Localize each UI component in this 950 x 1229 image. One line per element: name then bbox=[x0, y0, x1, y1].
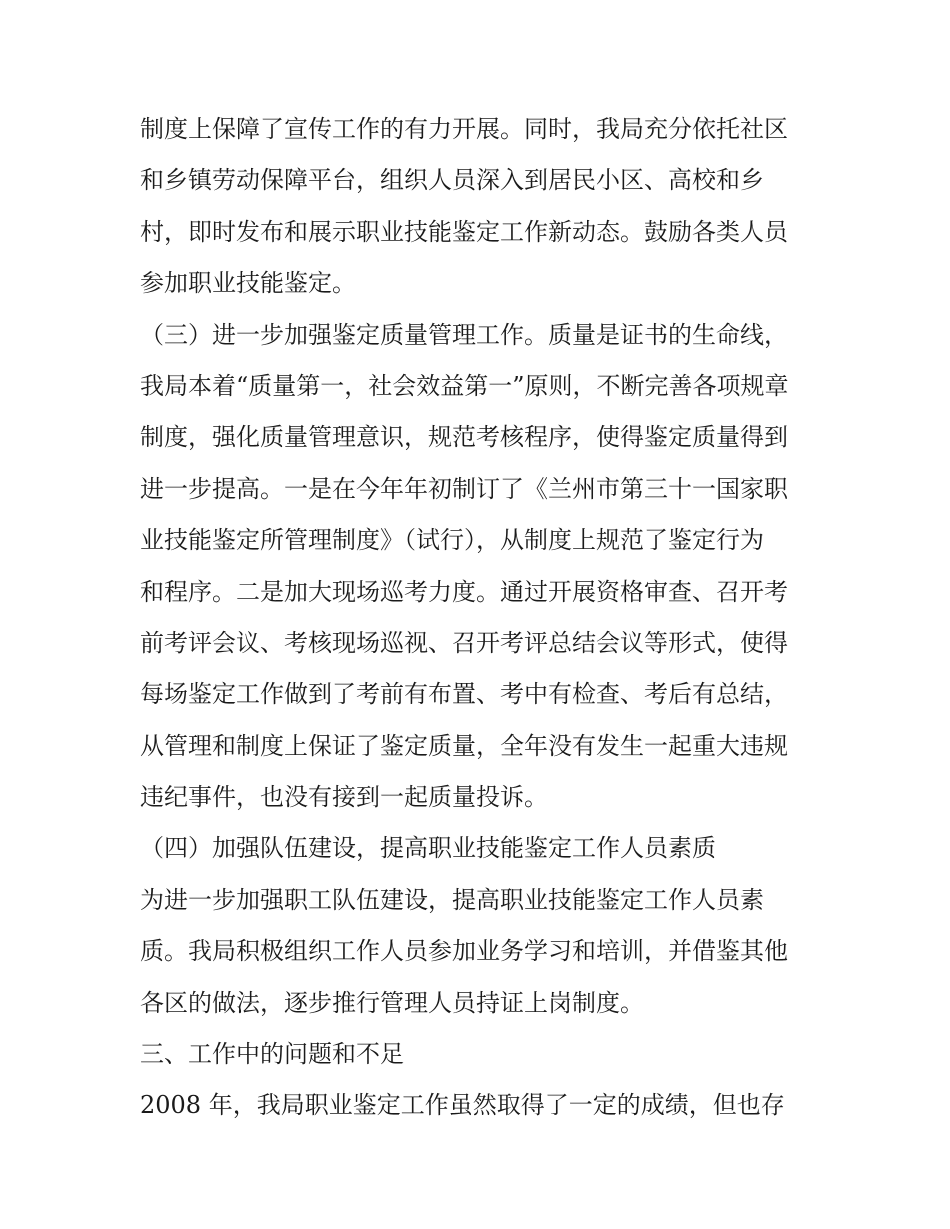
text-line: 违纪事件，也没有接到一起质量投诉。 bbox=[140, 783, 548, 812]
text-line: 参加职业技能鉴定。 bbox=[140, 269, 356, 298]
text-line: 各区的做法，逐步推行管理人员持证上岗制度。 bbox=[140, 988, 644, 1017]
text-line: 和程序。二是加大现场巡考力度。通过开展资格审查、召开考 bbox=[140, 577, 788, 606]
chapter-heading-line: 三、工作中的问题和不足 bbox=[140, 1040, 404, 1069]
text-line: 村，即时发布和展示职业技能鉴定工作新动态。鼓励各类人员 bbox=[140, 217, 788, 246]
section-heading-line: （四）加强队伍建设，提高职业技能鉴定工作人员素质 bbox=[140, 834, 716, 863]
section-heading-line: （三）进一步加强鉴定质量管理工作。质量是证书的生命线， bbox=[140, 320, 788, 349]
text-line: 业技能鉴定所管理制度》（试行），从制度上规范了鉴定行为 bbox=[140, 526, 764, 555]
text-line: 和乡镇劳动保障平台，组织人员深入到居民小区、高校和乡 bbox=[140, 166, 764, 195]
text-line: 每场鉴定工作做到了考前有布置、考中有检查、考后有总结， bbox=[140, 680, 788, 709]
text-line: 2008 年，我局职业鉴定工作虽然取得了一定的成绩，但也存 bbox=[140, 1091, 785, 1120]
text-line: 制度上保障了宣传工作的有力开展。同时，我局充分依托社区 bbox=[140, 115, 788, 143]
text-line: 制度，强化质量管理意识，规范考核程序，使得鉴定质量得到 bbox=[140, 423, 788, 452]
text-line: 我局本着“质量第一，社会效益第一”原则，不断完善各项规章 bbox=[140, 371, 789, 400]
text-line: 质。我局积极组织工作人员参加业务学习和培训，并借鉴其他 bbox=[140, 937, 788, 966]
text-line: 前考评会议、考核现场巡视、召开考评总结会议等形式，使得 bbox=[140, 628, 788, 657]
text-line: 为进一步加强职工队伍建设，提高职业技能鉴定工作人员素 bbox=[140, 885, 764, 914]
text-line: 进一步提高。一是在今年年初制订了《兰州市第三十一国家职 bbox=[140, 474, 788, 503]
body-text bbox=[140, 104, 820, 1132]
text-line: 从管理和制度上保证了鉴定质量，全年没有发生一起重大违规 bbox=[140, 731, 788, 760]
